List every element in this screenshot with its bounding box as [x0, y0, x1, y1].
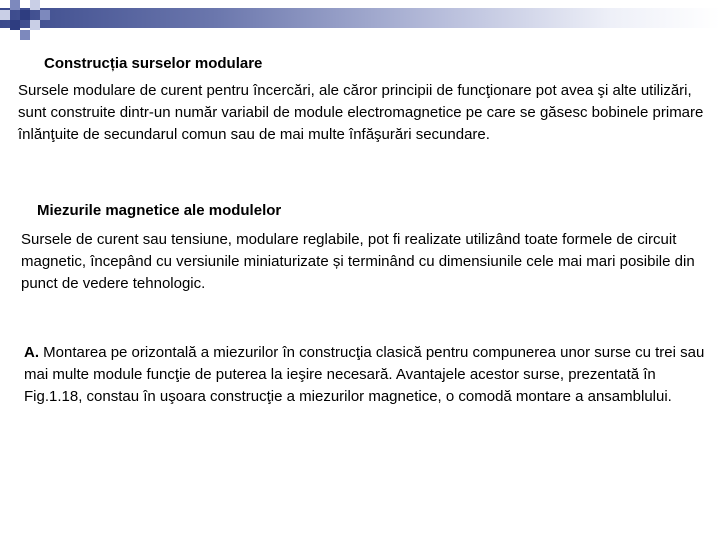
decorative-square — [10, 20, 20, 30]
paragraph-construction: Sursele modulare de curent pentru încercări, ale căror principii de funcţionare pot avea şi alte utilizări, sunt construite dintr-un număr variabil de module electromagnetice pe care se găsesc bobinele primare înlănţuite de secundarul comun sau de mai multe înfăşurări secundare. — [18, 82, 704, 143]
item-text-a: Montarea pe orizontală a miezurilor în construcţia clasică pentru compunerea unor surse cu trei sau mai multe module funcţie de puterea la ieşire necesară. Avantajele acestor surse, prezentată în Fig.1.18, constau în uşoara construcţie a miezurilor magnetice, o comodă montare a ansamblului. — [24, 344, 705, 405]
decorative-square — [20, 30, 30, 40]
section-heading-magnetic-cores: Miezurile magnetice ale modulelor — [37, 202, 282, 219]
decorative-square — [0, 10, 10, 20]
paragraph-horizontal-mounting — [24, 342, 709, 408]
decorative-square — [10, 0, 20, 10]
decorative-square — [30, 20, 40, 30]
section-heading-construction: Construcția surselor modulare — [44, 55, 263, 72]
decorative-square — [40, 10, 50, 20]
title-banner-bar — [0, 8, 720, 28]
decorative-square — [20, 10, 30, 20]
paragraph-magnetic-cores: Sursele de curent sau tensiune, modulare reglabile, pot fi realizate utilizând toate formele de circuit magnetic, începând cu versiunile miniaturizate și terminând cu dimensiunile cele mai mari posibile din punct de vedere tehnologic. — [21, 231, 695, 292]
decorative-square — [30, 0, 40, 10]
item-label-a: A. — [24, 344, 39, 361]
decorative-squares — [0, 0, 60, 50]
